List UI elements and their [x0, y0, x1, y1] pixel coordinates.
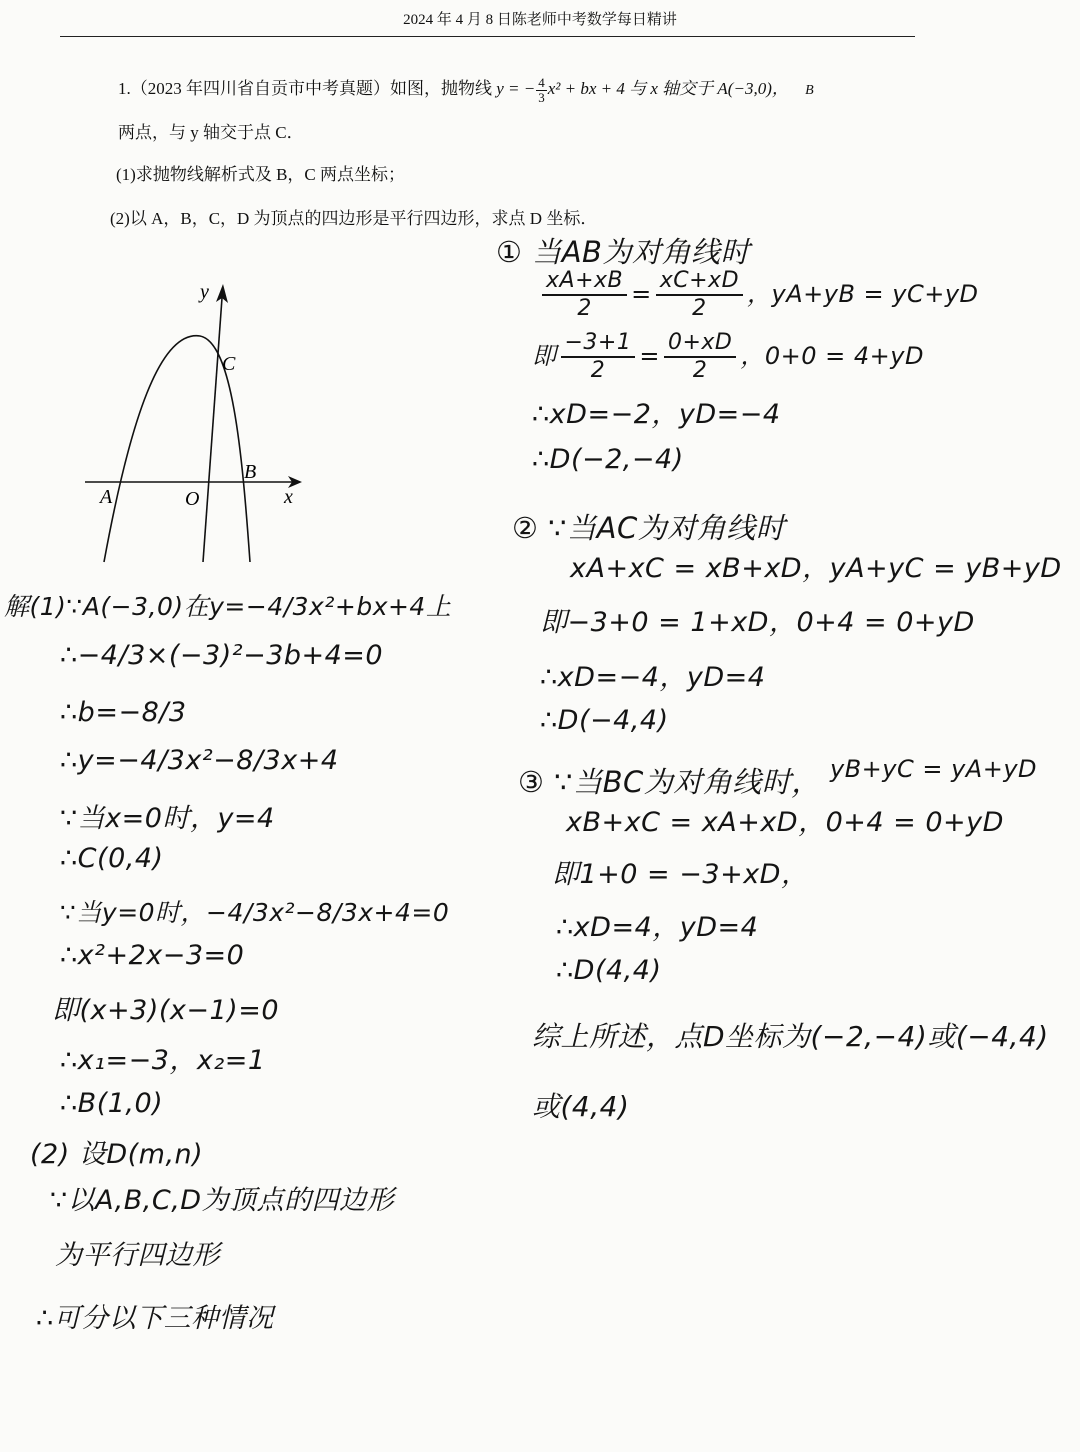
solution-left-line-12: (2) 设D(m,n)	[30, 1139, 204, 1170]
case-3-line-2: 即1+0 = −3+xD，	[552, 859, 809, 890]
solution-left-line-10: ∴x₁=−3，x₂=1	[60, 1045, 266, 1076]
problem-line-2: 两点，与 y 轴交于点 C．	[118, 123, 304, 142]
point-label-a: A	[100, 486, 113, 508]
case-2-line-1: xA+xC = xB+xD，yA+yC = yB+yD	[570, 553, 1062, 584]
solution-left-line-11: ∴B(1,0)	[60, 1088, 164, 1119]
problem-intro: 1.（2023 年四川省自贡市中考真题）如图，抛物线	[118, 79, 497, 98]
case-1-fraction-left-denominator: 2	[577, 296, 592, 321]
case-2-line-2: 即−3+0 = 1+xD，0+4 = 0+yD	[540, 607, 975, 638]
case-1-line-3: ∴xD=−2，yD=−4	[532, 399, 781, 430]
case-1-line-4: ∴D(−2,−4)	[532, 444, 684, 475]
case-1-line-1	[538, 268, 979, 322]
case-1-fraction-right	[656, 268, 743, 322]
solution-left-line-2: ∴−4/3×(−3)²−3b+4=0	[60, 640, 384, 671]
case-3-title-tail: yB+yC = yA+yD	[830, 755, 1038, 783]
conclusion-line-2: 或(4,4)	[532, 1090, 630, 1123]
case-1-substituted-right-numerator: 0+xD	[664, 330, 736, 358]
case-1-line-2	[532, 330, 924, 384]
case-1-substituted-left-numerator: −3+1	[561, 330, 636, 358]
case-1-prefix: 即	[532, 342, 557, 370]
point-label-c: C	[222, 353, 236, 375]
solution-left-line-8: ∴x²+2x−3=0	[60, 940, 245, 971]
problem-part-1: (1)求抛物线解析式及 B，C 两点坐标；	[116, 165, 405, 184]
case-2-line-4: ∴D(−4,4)	[540, 705, 669, 736]
solution-left-line-9: 即(x+3)(x−1)=0	[52, 995, 279, 1026]
case-3-title: ③ ∵当BC为对角线时，	[518, 765, 821, 799]
solution-left-line-6: ∴C(0,4)	[60, 843, 164, 874]
equation-fraction-numerator: 4	[538, 74, 545, 90]
case-1-fraction-right-numerator: xC+xD	[656, 268, 743, 296]
problem-part-2: (2)以 A，B，C，D 为顶点的四边形是平行四边形，求点 D 坐标．	[110, 209, 598, 228]
case-1-substituted-left	[561, 330, 636, 384]
case-3-line-3: ∴xD=4，yD=4	[556, 912, 759, 943]
case-1-fraction-left	[542, 268, 627, 322]
case-2-title: ② ∵当AC为对角线时	[512, 511, 786, 545]
case-2-line-3: ∴xD=−4，yD=4	[540, 662, 766, 693]
equation-fraction-denominator: 3	[538, 89, 545, 105]
solution-left-line-13: ∵以A,B,C,D为顶点的四边形	[50, 1185, 395, 1216]
case-1-equals-2: =	[639, 342, 660, 370]
solution-left-line-7: ∵当y=0时，−4/3x²−8/3x+4=0	[60, 898, 450, 927]
case-1-fraction-right-denominator: 2	[692, 296, 707, 321]
problem-point-b: B	[805, 83, 814, 98]
case-1-fraction-left-numerator: xA+xB	[542, 268, 627, 296]
equation-rest: x² + bx + 4 与 x 轴交于 A(−3,0)，	[547, 79, 789, 98]
solution-left-line-3: ∴b=−8/3	[60, 697, 187, 728]
case-1-equals: =	[631, 280, 652, 308]
solution-left-line-15: ∴可分以下三种情况	[36, 1303, 274, 1334]
case-3-line-1: xB+xC = xA+xD，0+4 = 0+yD	[566, 807, 1004, 838]
axis-label-x: x	[284, 486, 293, 508]
solution-left-line-5: ∵当x=0时，y=4	[60, 803, 275, 834]
point-label-o: O	[185, 488, 200, 510]
solution-left-line-1: 解(1)∵A(−3,0)在y=−4/3x²+bx+4上	[4, 592, 452, 621]
solution-left-line-4: ∴y=−4/3x²−8/3x+4	[60, 745, 339, 776]
equation-lhs: y = −	[496, 79, 536, 98]
axis-label-y: y	[200, 281, 209, 303]
case-1-substituted-right	[664, 330, 736, 384]
case-1-y-equation: ，yA+yB = yC+yD	[747, 280, 979, 308]
case-1-substituted-right-denominator: 2	[692, 358, 708, 383]
page-header: 2024 年 4 月 8 日陈老师中考数学每日精讲	[403, 12, 677, 28]
solution-left-line-14: 为平行四边形	[55, 1240, 220, 1271]
case-1-substituted-left-denominator: 2	[590, 358, 606, 383]
point-label-b: B	[244, 461, 257, 483]
case-1-substituted-y: ，0+0 = 4+yD	[740, 342, 924, 370]
case-1-title: ① 当AB为对角线时	[496, 235, 750, 269]
case-3-line-4: ∴D(4,4)	[556, 955, 662, 986]
conclusion-line-1: 综上所述，点D坐标为(−2,−4)或(−4,4)	[532, 1020, 1049, 1053]
